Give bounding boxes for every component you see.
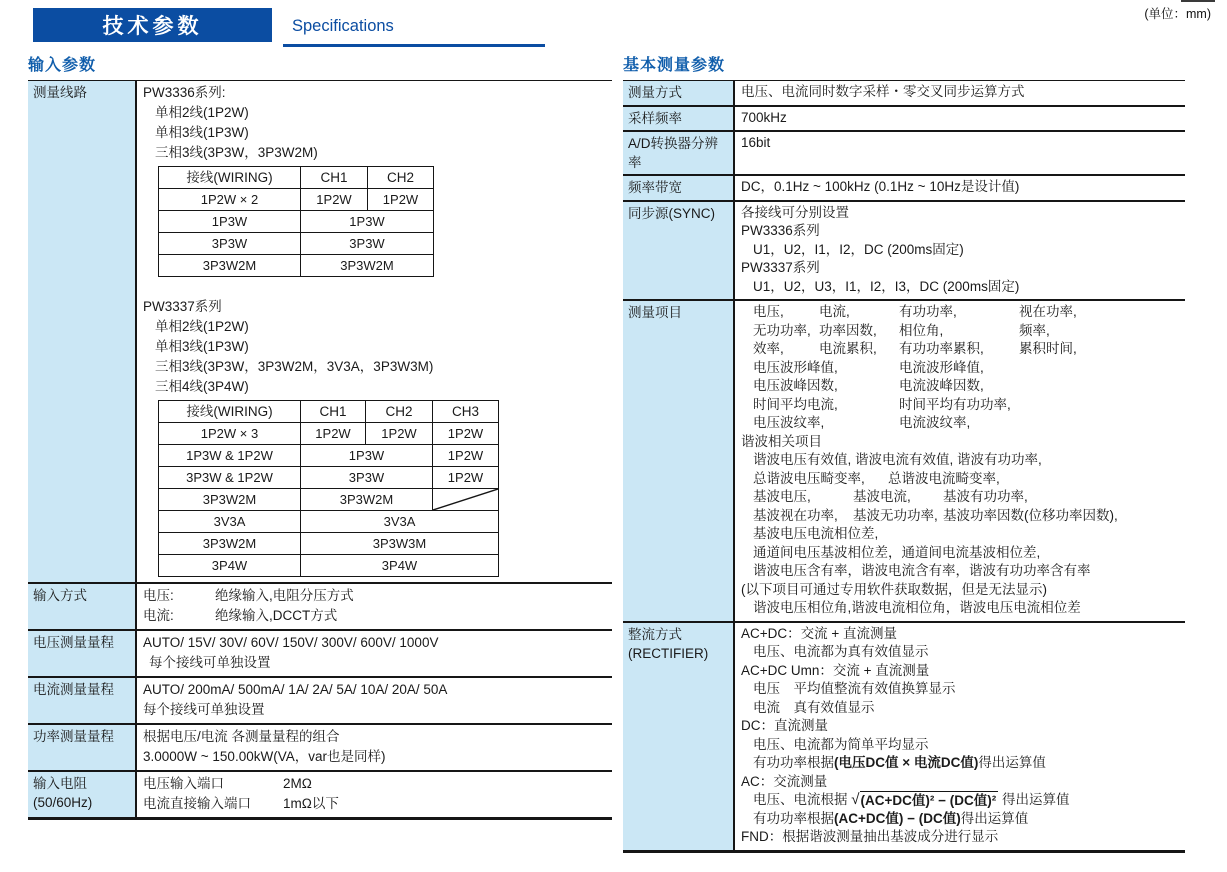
text-segment: 电压输入端口 [143,776,224,791]
text-segment: 谐波电压相位角,谐波电流相位角，谐波电压电流相位差 [753,600,1081,615]
spec-row-value [735,176,1185,200]
spec-line [143,700,610,720]
wiring-row [159,489,499,511]
spec-row-label [28,81,137,582]
text-segment: 谐波相关项目 [741,433,822,449]
text-segment: (电压DC值 × 电流DC值) [834,755,979,770]
text-segment: 基波电压电流相位差, [753,526,879,541]
spec-row-value [137,631,612,676]
wiring-row [159,555,499,577]
spec-line [741,204,1183,223]
text-segment: 电压波形峰值, [753,359,838,375]
spec-row-value [735,107,1185,131]
spec-line [741,699,1183,718]
spec-row-label [623,623,735,850]
spec-row [623,132,1185,176]
spec-line [741,680,1183,699]
spec-label-line: 功率测量量程 [33,729,114,744]
text-segment: 1mΩ以下 [283,796,339,811]
spec-line [741,810,1183,829]
text-segment: 16bit [741,135,771,150]
spec-row [28,584,612,631]
text-segment: 2MΩ [283,776,312,791]
text-segment: 绝缘输入,DCCT方式 [215,608,338,623]
spec-row-label [623,301,735,621]
text-segment: U1，U2，U3，I1，I2，I3，DC (200ms固定) [753,278,1020,294]
spec-line [143,774,610,794]
text-segment: 基波无功功率, [853,507,938,523]
spec-line [741,396,1183,415]
spec-row-label [28,678,137,723]
wiring-cell: 3P4W [159,555,301,577]
section-heading-basic: 基本测量参数 [623,57,726,74]
spec-label-line: 频率带宽 [628,180,682,195]
spec-label-line: 输入电阻 [33,776,87,791]
wiring-header-cell: 接线(WIRING) [159,167,301,189]
sqrt-content: (AC+DC值)² − (DC值)² [860,793,997,808]
top-edge-artifact [1181,0,1215,2]
spec-line [741,717,1183,736]
text-segment: 时间平均电流, [753,396,838,412]
text-segment: 根据电压/电流 各测量量程的组合 [143,729,340,744]
page-title [33,8,272,42]
text-segment: 谐波电压有效值, 谐波电流有效值, 谐波有功功率, [753,452,1042,467]
spec-line [741,525,1183,544]
wiring-cell: 1P2W [433,467,499,489]
text-segment: 电流: [143,608,174,623]
spec-line [741,134,1183,153]
text-segment: 无功功率, [753,322,811,338]
spec-line [741,109,1183,128]
text-segment: 得出运算值 [978,755,1046,770]
text-segment: 电流 真有效值显示 [753,699,875,715]
wiring-cell: 3P3W2M [301,255,434,277]
spec-row-value [137,584,612,629]
spec-row [623,202,1185,302]
text-segment: 电压、电流都为简单平均显示 [753,736,929,752]
text-segment: 三相3线(3P3W，3P3W2M，3V3A，3P3W3M) [155,359,434,374]
spec-line [143,337,610,357]
spec-line [741,488,1183,507]
wiring-row [159,511,499,533]
spec-label-line: A/D转换器分辨率 [628,136,719,170]
text-segment: 700kHz [741,109,787,125]
wiring-cell: 3V3A [159,511,301,533]
text-segment: 电压: [143,588,174,603]
wiring-cell: 1P3W [159,211,301,233]
wiring-cell: 3P3W2M [159,533,301,555]
spec-line [143,586,610,606]
text-segment: 3.0000W ~ 150.00kW(VA，var也是同样) [143,749,386,764]
text-segment: 各接线可分别设置 [741,204,849,220]
spec-row-value [735,623,1185,850]
spec-row-value [735,132,1185,174]
wiring-header-cell: CH1 [301,167,368,189]
wiring-row [159,445,499,467]
diagonal-line [433,489,498,510]
wiring-header-cell: CH2 [368,167,434,189]
wiring-cell: 3P3W [301,233,434,255]
spec-row-label [28,631,137,676]
spec-line [143,747,610,767]
text-segment: 电压、电流根据 [753,792,852,807]
input-parameters-table [28,80,612,820]
text-segment: 电压波峰因数, [753,378,838,393]
spec-line [143,317,610,337]
wiring-header-cell: CH1 [301,401,366,423]
spec-row-label [623,132,735,174]
text-segment: 电压, [753,304,784,319]
spec-row-value [137,725,612,770]
text-segment: PW3336系列: [143,85,226,100]
spec-line [143,680,610,700]
text-segment: AUTO/ 200mA/ 500mA/ 1A/ 2A/ 5A/ 10A/ 20A/ 50A [143,682,448,697]
spec-row [623,81,1185,107]
spec-line [741,359,1183,378]
spec-row [623,623,1185,850]
spec-line [741,259,1183,278]
spec-line [741,791,1183,810]
wiring-cell: 3P3W2M [159,489,301,511]
text-segment: 相位角, [899,322,944,338]
wiring-header-cell: 接线(WIRING) [159,401,301,423]
text-segment: FND：根据谐波测量抽出基波成分进行显示 [741,829,999,844]
spec-line [741,470,1183,489]
spec-label-line: 整流方式 [628,626,682,642]
spec-row [623,107,1185,133]
text-segment: DC：直流测量 [741,718,828,733]
spec-line [741,643,1183,662]
sqrt-expression [851,791,998,810]
page-title-en: Specifications [292,17,394,35]
spec-line [741,303,1183,322]
spec-line [741,414,1183,433]
text-segment: 电流波峰因数, [899,378,984,393]
spec-line [143,606,610,626]
spec-row [28,725,612,772]
spec-row-label [28,584,137,629]
basic-measurement-column [623,52,1185,853]
wiring-cell: 3P3W2M [301,489,433,511]
spec-line [741,178,1183,197]
input-parameters-column [28,52,612,820]
spec-row-value [735,202,1185,300]
spec-label-line: 同步源(SYNC) [628,205,715,221]
spec-row [28,631,612,678]
wiring-cell: 1P3W & 1P2W [159,445,301,467]
spec-label-line: 输入方式 [33,588,87,603]
spec-label-line: (RECTIFIER) [628,645,709,661]
spec-line [741,828,1183,847]
text-segment: 基波电流, [853,489,911,504]
wiring-cell: 3P4W [301,555,499,577]
unit-note: (单位：mm) [1144,7,1211,21]
spec-row [28,81,612,584]
wiring-cell: 3P3W2M [159,255,301,277]
wiring-table [158,400,499,577]
text-segment: 基波有功功率, [943,489,1028,504]
spec-line [143,103,610,123]
text-segment: (AC+DC值) − (DC值) [834,810,961,826]
spec-row-value [137,772,612,817]
text-segment: U1，U2，I1，I2，DC (200ms固定) [753,241,964,257]
spec-line [143,653,610,673]
text-segment: DC，0.1Hz ~ 100kHz (0.1Hz ~ 10Hz是设计值) [741,179,1020,194]
text-segment: 单相3线(1P3W) [155,339,249,354]
text-segment: PW3337系列 [741,260,820,275]
text-segment: 每个接线可单独设置 [149,655,271,670]
spec-label-line: 电流测量量程 [33,682,114,697]
spec-row-label [28,772,137,817]
wiring-cell: 1P2W [301,189,368,211]
text-segment: 电压 平均值整流有效值换算显示 [753,681,956,696]
spec-label-line: 采样频率 [628,110,682,126]
text-segment: 单相2线(1P2W) [155,105,249,120]
spec-line [741,562,1183,581]
spec-line [143,377,610,397]
text-segment: (以下项目可通过专用软件获取数据，但是无法显示) [741,581,1047,597]
spec-line [741,599,1183,618]
spec-row-value [137,678,612,723]
spec-line [741,340,1183,359]
text-segment: 电流累积, [819,341,877,356]
text-segment: 谐波电压含有率，谐波电流含有率，谐波有功功率含有率 [753,563,1091,578]
wiring-cell: 3P3W [301,467,433,489]
section-heading-input: 输入参数 [28,57,97,74]
text-segment: 得出运算值 [960,810,1029,826]
wiring-row [159,423,499,445]
wiring-cell: 1P2W × 3 [159,423,301,445]
spec-row-value [735,81,1185,105]
text-segment: 有功功率根据 [753,810,834,826]
text-segment: PW3337系列 [143,299,222,314]
wiring-table [158,166,434,277]
text-segment: 电压波纹率, [753,415,825,430]
text-segment: 电流波纹率, [899,415,971,430]
text-segment: 通道间电压基波相位差，通道间电流基波相位差, [753,544,1041,560]
spec-line [143,727,610,747]
wiring-cell: 1P2W [301,423,366,445]
text-segment: 有功功率, [899,304,957,319]
wiring-row [159,233,434,255]
spec-row-label [623,202,735,300]
spec-line [143,143,610,163]
spec-line [741,433,1183,452]
spec-line [741,377,1183,396]
wiring-cell: 3P3W3M [301,533,499,555]
wiring-header-row [159,167,434,189]
text-segment: 每个接线可单独设置 [143,702,265,717]
spec-line [741,736,1183,755]
spec-line [143,83,610,103]
text-segment: AC+DC：交流 + 直流测量 [741,625,898,641]
wiring-header-cell: CH3 [433,401,499,423]
text-segment: 电压、电流同时数字采样・零交叉同步运算方式 [741,84,1025,99]
wiring-row [159,255,434,277]
spec-line [741,451,1183,470]
spec-line [143,633,610,653]
spec-row-label [623,107,735,131]
diagonal-cell [433,489,499,511]
wiring-cell: 1P2W [368,189,434,211]
spec-label-line: 测量项目 [628,305,682,320]
spec-line [741,222,1183,241]
wiring-cell: 1P2W × 2 [159,189,301,211]
spec-label-line: 测量线路 [33,85,87,100]
wiring-cell: 3P3W & 1P2W [159,467,301,489]
text-segment: 基波功率因数(位移功率因数), [943,507,1118,523]
spec-line [143,357,610,377]
text-segment: 电流直接输入端口 [143,796,251,811]
text-segment: 有功功率累积, [899,341,984,356]
text-segment: 时间平均有功功率, [899,396,1011,412]
title-underline [283,44,545,47]
text-segment: 三相3线(3P3W，3P3W2M) [155,145,318,160]
spec-row [623,301,1185,623]
wiring-cell: 1P3W [301,445,433,467]
spec-line [741,544,1183,563]
spec-line [741,241,1183,260]
spacer [143,279,610,297]
wiring-cell: 3P3W [159,233,301,255]
spec-line [741,278,1183,297]
text-segment: AC+DC Umn：交流 + 直流测量 [741,662,930,678]
text-segment: 累积时间, [1019,341,1077,356]
spec-row [28,678,612,725]
spec-line [741,83,1183,102]
text-segment: AC：交流测量 [741,773,828,789]
text-segment: 有功功率根据 [753,755,834,770]
text-segment: 总谐波电压畸变率, [753,470,865,486]
spec-line [741,322,1183,341]
spec-label-line: (50/60Hz) [33,795,93,810]
spec-label-line: 测量方式 [628,85,682,100]
text-segment: 绝缘输入,电阻分压方式 [215,588,354,603]
wiring-row [159,189,434,211]
wiring-header-cell: CH2 [366,401,433,423]
text-segment: 电压、电流都为真有效值显示 [753,644,929,659]
wiring-cell: 1P3W [301,211,434,233]
spec-line [741,662,1183,681]
text-segment: 基波视在功率, [753,507,838,523]
wiring-cell: 3V3A [301,511,499,533]
spec-row [28,772,612,817]
spec-line [741,754,1183,773]
text-segment: 效率, [753,341,784,356]
spec-line [741,507,1183,526]
spec-row-label [623,176,735,200]
wiring-row [159,211,434,233]
text-segment: 总谐波电流畸变率, [888,470,1000,486]
text-segment: 单相2线(1P2W) [155,319,249,334]
text-segment: 单相3线(1P3W) [155,125,249,140]
spec-label-line: 电压测量量程 [33,635,114,650]
radical-sign: √ [851,791,860,808]
wiring-cell: 1P2W [433,423,499,445]
spec-line [143,794,610,814]
wiring-cell: 1P2W [366,423,433,445]
text-segment: 视在功率, [1019,304,1077,319]
text-segment: 三相4线(3P4W) [155,379,249,394]
spec-line [741,581,1183,600]
wiring-cell: 1P2W [433,445,499,467]
page-title-zh: 技术参数 [102,15,203,38]
spec-line [143,123,610,143]
spec-line [143,297,610,317]
spec-row-label [623,81,735,105]
basic-measurement-table [623,80,1185,853]
spec-row-value [735,301,1185,621]
text-segment: 电流, [819,304,850,319]
text-segment: 频率, [1019,322,1050,338]
wiring-header-row [159,401,499,423]
text-segment: 得出运算值 [998,792,1070,807]
spec-row-value [137,81,612,582]
text-segment: 功率因数, [819,322,877,338]
text-segment: PW3336系列 [741,223,820,238]
spec-row [623,176,1185,202]
spec-line [741,773,1183,792]
spec-row-label [28,725,137,770]
text-segment: 电流波形峰值, [899,359,984,375]
wiring-row [159,533,499,555]
text-segment: 基波电压, [753,489,811,504]
wiring-row [159,467,499,489]
text-segment: AUTO/ 15V/ 30V/ 60V/ 150V/ 300V/ 600V/ 1000V [143,635,439,650]
spec-line [741,625,1183,644]
